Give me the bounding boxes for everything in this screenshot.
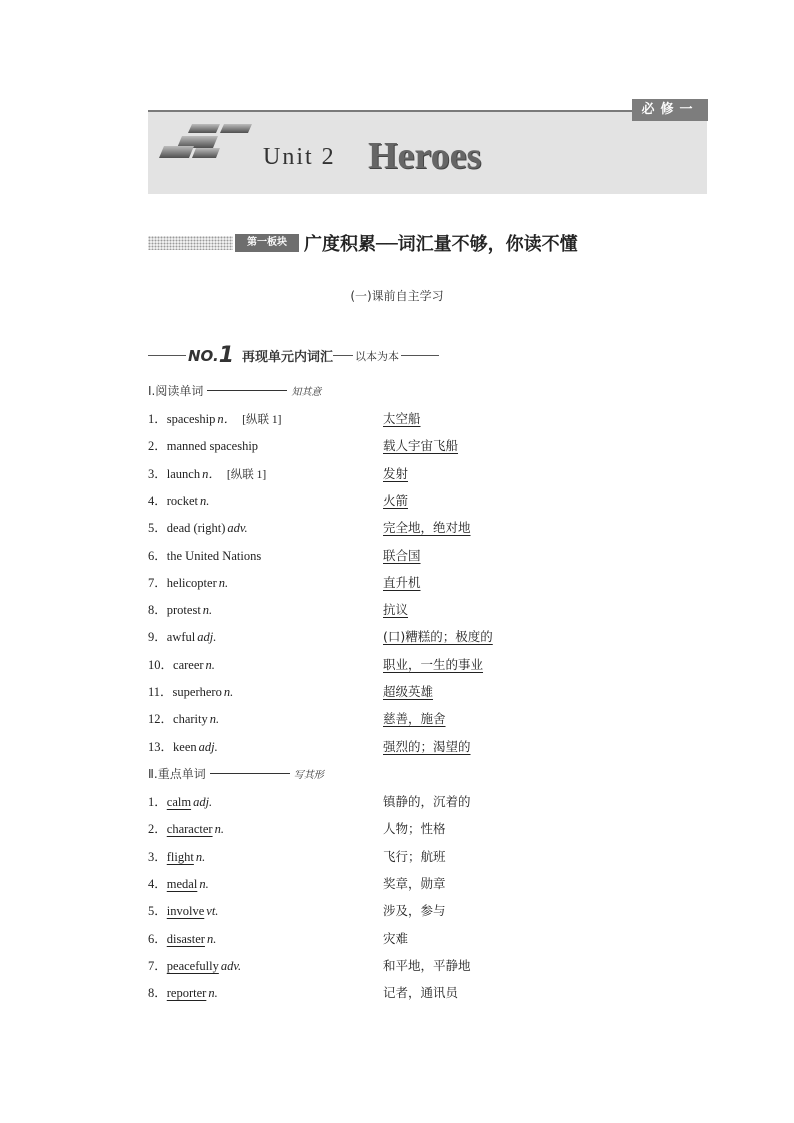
meaning: 强烈的；渴望的 xyxy=(383,738,471,754)
word: helicopter xyxy=(166,575,217,590)
meaning: 涉及，参与 xyxy=(383,903,446,919)
word: rocket xyxy=(166,493,198,508)
word: spaceship xyxy=(166,412,216,426)
word: superhero xyxy=(172,685,222,699)
list-item xyxy=(148,901,708,921)
block-heading: 广度积累──词汇量不够，你读不懂 xyxy=(304,234,578,255)
reference-note: [纵联 1] xyxy=(226,468,267,481)
item-number: 7． xyxy=(148,575,167,590)
list-item xyxy=(148,546,708,566)
meaning: 联合国 xyxy=(383,547,421,563)
part-of-speech: adj. xyxy=(198,739,218,754)
word-entry xyxy=(148,901,218,919)
list-item xyxy=(148,627,708,647)
word-entry xyxy=(148,600,212,618)
part-of-speech: n. xyxy=(206,931,217,946)
part-of-speech: n. xyxy=(202,603,213,618)
item-number: 6． xyxy=(148,548,167,563)
list-item xyxy=(148,573,708,593)
answer-word: involve xyxy=(166,904,205,919)
list-item xyxy=(148,792,708,812)
word-entry xyxy=(148,464,266,482)
part-of-speech: vt. xyxy=(206,904,219,919)
rule xyxy=(210,773,290,774)
part-of-speech: adv. xyxy=(227,521,248,536)
list-item xyxy=(148,956,708,976)
part-of-speech: n. xyxy=(208,986,218,1001)
word-entry xyxy=(148,792,212,810)
word-entry xyxy=(148,874,209,892)
word-entry xyxy=(148,956,241,974)
list-item xyxy=(148,929,708,949)
no-mark: NO. xyxy=(188,346,219,365)
answer-word: medal xyxy=(166,876,198,891)
word-entry xyxy=(148,409,281,427)
word-entry xyxy=(148,491,209,509)
item-number: 7． xyxy=(148,958,167,973)
reading-heading xyxy=(148,382,321,399)
item-number: 6． xyxy=(148,931,167,946)
meaning: 超级英雄 xyxy=(383,684,434,699)
section-header xyxy=(148,232,628,254)
reading-heading-label: Ⅰ.阅读单词 xyxy=(148,384,204,398)
word: awful xyxy=(166,630,196,645)
part-of-speech: adj. xyxy=(193,795,213,809)
meaning: 和平地，平静地 xyxy=(383,957,471,973)
part-of-speech: n. xyxy=(214,822,224,837)
answer-word: calm xyxy=(166,795,192,809)
no-subtitle: 以本为本 xyxy=(355,349,400,363)
rule xyxy=(333,355,353,356)
answer-word: reporter xyxy=(166,986,207,1001)
list-item xyxy=(148,847,708,867)
item-number: 8． xyxy=(148,986,167,1001)
word-entry xyxy=(148,737,218,755)
meaning: 慈善，施舍 xyxy=(383,711,446,727)
no-number: 1 xyxy=(218,343,234,368)
list-item xyxy=(148,709,708,729)
word: the United Nations xyxy=(166,548,262,563)
item-number: 3． xyxy=(148,466,167,481)
list-item xyxy=(148,737,708,757)
answer-word: flight xyxy=(166,849,194,864)
answer-word: peacefully xyxy=(166,958,219,973)
list-item xyxy=(148,682,708,702)
item-number: 2． xyxy=(148,822,167,837)
item-number: 3． xyxy=(148,849,167,864)
meaning: 灾难 xyxy=(383,930,409,946)
unit-label: Unit 2 xyxy=(263,144,336,170)
word-entry xyxy=(148,573,228,591)
list-item xyxy=(148,464,708,484)
word: protest xyxy=(166,603,201,618)
item-number: 2． xyxy=(148,439,167,454)
meaning: 镇静的，沉着的 xyxy=(383,794,471,809)
list-item xyxy=(148,518,708,538)
meaning: 火箭 xyxy=(383,492,409,508)
word: dead (right) xyxy=(166,521,226,536)
meaning: 发射 xyxy=(383,465,409,481)
rule xyxy=(401,355,439,356)
item-number: 1． xyxy=(148,412,167,426)
meaning: 直升机 xyxy=(383,574,421,590)
meaning: 抗议 xyxy=(383,602,409,618)
item-number: 10． xyxy=(148,657,174,672)
rule xyxy=(148,355,186,356)
word: charity xyxy=(173,712,208,727)
meaning: 人物；性格 xyxy=(383,821,446,837)
key-heading-label: Ⅱ.重点单词 xyxy=(148,767,206,781)
part-of-speech: adv. xyxy=(220,958,242,973)
word-entry xyxy=(148,819,224,837)
list-item xyxy=(148,874,708,894)
word-entry xyxy=(148,655,215,673)
item-number: 5． xyxy=(148,904,167,919)
key-heading xyxy=(148,765,324,782)
meaning: 职业，一生的事业 xyxy=(383,656,484,672)
word-entry xyxy=(148,847,205,865)
word-entry xyxy=(148,436,258,454)
landscape-icon xyxy=(158,122,253,162)
word-entry xyxy=(148,546,261,564)
subsection-title: (一)课前自主学习 xyxy=(350,289,444,303)
part-of-speech: n. xyxy=(209,712,220,727)
rule xyxy=(207,390,287,391)
meaning: 载人宇宙飞船 xyxy=(383,438,459,454)
meaning: 记者，通讯员 xyxy=(383,985,459,1001)
list-item xyxy=(148,600,708,620)
part-of-speech: n． xyxy=(202,466,221,481)
item-number: 8． xyxy=(148,603,167,618)
answer-word: disaster xyxy=(166,931,205,946)
reference-note: [纵联 1] xyxy=(242,414,282,426)
item-number: 11． xyxy=(148,685,173,699)
part-of-speech: n. xyxy=(218,575,229,590)
word: keen xyxy=(173,739,197,754)
meaning: 飞行；航班 xyxy=(383,848,446,864)
book-tag: 必修一 xyxy=(632,99,708,121)
word-entry xyxy=(148,682,233,700)
part-of-speech: n. xyxy=(199,876,209,891)
meaning: (口)糟糕的；极度的 xyxy=(383,629,493,645)
item-number: 12． xyxy=(148,712,174,727)
list-item xyxy=(148,436,708,456)
unit-banner xyxy=(148,102,707,194)
dot-pattern xyxy=(148,236,233,250)
part-of-speech: n. xyxy=(223,685,234,699)
part-of-speech: n． xyxy=(217,412,237,426)
item-number: 13． xyxy=(148,739,174,754)
key-hint: 写其形 xyxy=(293,770,324,781)
meaning: 完全地，绝对地 xyxy=(383,520,471,536)
list-item xyxy=(148,409,708,429)
item-number: 4． xyxy=(148,876,167,891)
meaning: 太空船 xyxy=(383,411,421,426)
block-tag: 第一板块 xyxy=(235,234,299,252)
no-title: 再现单元内词汇 xyxy=(242,350,334,365)
item-number: 4． xyxy=(148,493,167,508)
meaning: 奖章，勋章 xyxy=(383,875,446,891)
word-entry xyxy=(148,929,216,947)
part-of-speech: n. xyxy=(205,657,215,672)
item-number: 1． xyxy=(148,795,167,809)
list-item xyxy=(148,491,708,511)
part-of-speech: n. xyxy=(195,849,206,864)
word-entry xyxy=(148,983,218,1001)
no-heading xyxy=(148,343,439,368)
word-entry xyxy=(148,518,248,536)
list-item xyxy=(148,655,708,675)
part-of-speech: n. xyxy=(200,493,210,508)
word: manned spaceship xyxy=(166,439,259,454)
item-number: 5． xyxy=(148,521,167,536)
part-of-speech: adj. xyxy=(197,630,217,645)
word: career xyxy=(173,657,204,672)
unit-title: Heroes xyxy=(368,135,482,177)
list-item xyxy=(148,983,708,1003)
word: launch xyxy=(166,466,201,481)
word-entry xyxy=(148,627,216,645)
list-item xyxy=(148,819,708,839)
reading-hint: 知其意 xyxy=(291,387,322,398)
answer-word: character xyxy=(166,822,213,837)
word-entry xyxy=(148,709,219,727)
item-number: 9． xyxy=(148,630,167,645)
